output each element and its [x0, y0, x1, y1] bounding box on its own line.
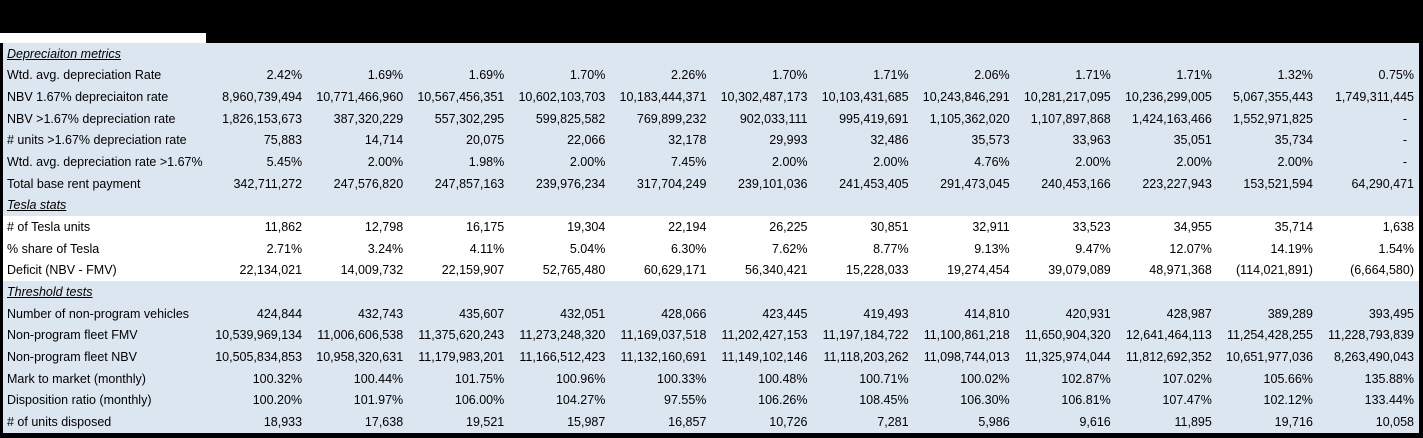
- row-label[interactable]: # of Tesla units: [7, 219, 91, 234]
- cell[interactable]: (114,021,891): [1235, 263, 1313, 278]
- cell[interactable]: 1.69%: [367, 68, 404, 83]
- cell[interactable]: 153,521,594: [1243, 176, 1313, 191]
- cell[interactable]: 133.44%: [1364, 393, 1414, 408]
- cell[interactable]: 33,523: [1072, 219, 1111, 234]
- cell[interactable]: 56,340,421: [744, 263, 808, 278]
- cell[interactable]: 12.07%: [1169, 241, 1212, 256]
- table-row: [3, 108, 1419, 130]
- cell[interactable]: 10,302,487,173: [720, 89, 808, 104]
- cell[interactable]: 106.00%: [454, 393, 505, 408]
- cell[interactable]: 100.32%: [252, 371, 303, 386]
- cell[interactable]: 100.02%: [960, 371, 1010, 386]
- cell[interactable]: 10,058: [1375, 414, 1414, 429]
- cell[interactable]: 11,006,606,538: [317, 328, 404, 343]
- cell[interactable]: 30,851: [870, 219, 909, 234]
- cell[interactable]: 20,075: [466, 133, 505, 148]
- cell[interactable]: 105.66%: [1263, 371, 1313, 386]
- cell[interactable]: [307, 281, 408, 303]
- table-row: [3, 65, 1419, 87]
- cell[interactable]: 423,445: [762, 306, 808, 321]
- table-row: [3, 216, 1419, 238]
- cell[interactable]: [1015, 281, 1116, 303]
- cell[interactable]: 1.70%: [772, 68, 808, 83]
- cell[interactable]: 7.62%: [772, 241, 808, 256]
- cell[interactable]: 239,101,036: [737, 176, 808, 191]
- cell[interactable]: 902,033,111: [739, 111, 808, 126]
- cell[interactable]: 2.00%: [1277, 154, 1313, 169]
- cell[interactable]: [610, 43, 711, 65]
- row-label[interactable]: Wtd. avg. depreciation Rate: [7, 68, 162, 83]
- cell[interactable]: [813, 43, 914, 65]
- cell[interactable]: [813, 281, 914, 303]
- table-row: [3, 368, 1419, 390]
- cell[interactable]: 424,844: [256, 306, 303, 321]
- cell[interactable]: 4.76%: [974, 154, 1010, 169]
- cell[interactable]: 75,883: [263, 133, 303, 148]
- cell[interactable]: [1116, 43, 1217, 65]
- cell[interactable]: 11,895: [1174, 414, 1212, 429]
- cell[interactable]: 2.00%: [569, 154, 606, 169]
- cell[interactable]: 11,202,427,153: [721, 328, 808, 343]
- cell[interactable]: 19,521: [466, 414, 505, 429]
- cell[interactable]: [509, 43, 610, 65]
- cell[interactable]: 35,573: [971, 133, 1010, 148]
- cell[interactable]: 102.87%: [1061, 371, 1111, 386]
- row-label[interactable]: NBV >1.67% depreciation rate: [7, 111, 176, 126]
- cell[interactable]: 1,552,971,825: [1232, 111, 1313, 126]
- cell[interactable]: [206, 43, 307, 65]
- cell[interactable]: 8.77%: [873, 241, 909, 256]
- cell[interactable]: 32,178: [668, 133, 707, 148]
- cell[interactable]: 11,273,248,320: [519, 328, 606, 343]
- cell[interactable]: 428,987: [1166, 306, 1212, 321]
- cell[interactable]: 1,107,897,868: [1030, 111, 1111, 126]
- row-label[interactable]: NBV 1.67% depreciaiton rate: [7, 89, 169, 104]
- cell[interactable]: 2.00%: [772, 154, 808, 169]
- cell[interactable]: 10,505,834,853: [215, 349, 303, 364]
- cell[interactable]: 291,473,045: [940, 176, 1010, 191]
- cell[interactable]: [1015, 43, 1116, 65]
- cell[interactable]: 389,289: [1267, 306, 1313, 321]
- cell[interactable]: [1318, 43, 1419, 65]
- cell[interactable]: [813, 195, 914, 217]
- table-row: [3, 411, 1419, 433]
- cell[interactable]: [914, 43, 1015, 65]
- cell[interactable]: 108.45%: [859, 393, 909, 408]
- cell[interactable]: 2.26%: [670, 68, 707, 83]
- row-label[interactable]: # of units disposed: [7, 414, 112, 429]
- cell[interactable]: 11,098,744,013: [923, 349, 1010, 364]
- cell[interactable]: 60,629,171: [643, 263, 707, 278]
- cell[interactable]: 1.54%: [1378, 241, 1414, 256]
- row-label[interactable]: Deficit (NBV - FMV): [7, 263, 117, 278]
- cell[interactable]: 2.00%: [367, 154, 404, 169]
- metrics-table: [0, 43, 1423, 438]
- cell[interactable]: 10,651,977,036: [1226, 349, 1313, 364]
- cell[interactable]: 15,987: [567, 414, 606, 429]
- cell[interactable]: 247,576,820: [333, 176, 404, 191]
- cell[interactable]: 12,641,464,113: [1125, 328, 1212, 343]
- cell[interactable]: [307, 195, 408, 217]
- cell[interactable]: [509, 281, 610, 303]
- table-row: [3, 260, 1419, 282]
- cell[interactable]: 100.44%: [353, 371, 404, 386]
- cell[interactable]: 240,453,166: [1041, 176, 1111, 191]
- cell[interactable]: 5.04%: [569, 241, 606, 256]
- cell[interactable]: 48,971,368: [1149, 263, 1212, 278]
- cell[interactable]: 393,495: [1368, 306, 1414, 321]
- cell[interactable]: 32,486: [870, 133, 909, 148]
- section-header-label[interactable]: Depreciaiton metrics: [7, 46, 121, 61]
- cell[interactable]: 5.45%: [266, 154, 303, 169]
- cell[interactable]: [408, 195, 509, 217]
- cell[interactable]: 97.55%: [664, 393, 707, 408]
- cell[interactable]: 241,453,405: [839, 176, 909, 191]
- section-header-label[interactable]: Tesla stats: [7, 198, 67, 213]
- cell[interactable]: 435,607: [459, 306, 505, 321]
- cell[interactable]: 100.96%: [555, 371, 606, 386]
- cell[interactable]: 10,243,846,291: [922, 89, 1010, 104]
- cell[interactable]: [711, 43, 812, 65]
- row-label[interactable]: Non-program fleet FMV: [7, 328, 138, 343]
- cell[interactable]: 14,009,732: [340, 263, 404, 278]
- section-header-row: [3, 281, 1419, 303]
- cell[interactable]: 10,281,217,095: [1023, 89, 1111, 104]
- cell[interactable]: 11,375,620,243: [418, 328, 505, 343]
- cell[interactable]: 420,931: [1065, 306, 1111, 321]
- cell[interactable]: 557,302,295: [434, 111, 505, 126]
- top-black-band-label-column: [0, 0, 206, 33]
- cell[interactable]: 11,169,037,518: [620, 328, 707, 343]
- cell[interactable]: [610, 281, 711, 303]
- cell[interactable]: 0.75%: [1378, 68, 1414, 83]
- cell[interactable]: 9,616: [1079, 414, 1111, 429]
- row-label[interactable]: Total base rent payment: [7, 176, 141, 191]
- cell[interactable]: 26,225: [769, 219, 808, 234]
- cell[interactable]: 106.81%: [1061, 393, 1111, 408]
- cell[interactable]: 10,103,431,685: [821, 89, 909, 104]
- cell[interactable]: 35,051: [1173, 133, 1212, 148]
- cell[interactable]: 106.26%: [758, 393, 808, 408]
- cell[interactable]: 22,066: [567, 133, 606, 148]
- cell[interactable]: 10,958,320,631: [316, 349, 404, 364]
- row-label[interactable]: # units >1.67% depreciation rate: [7, 133, 187, 148]
- cell[interactable]: 1.70%: [569, 68, 606, 83]
- cell[interactable]: 100.48%: [758, 371, 808, 386]
- cell[interactable]: [509, 195, 610, 217]
- cell[interactable]: 19,274,454: [947, 263, 1010, 278]
- cell[interactable]: 11,179,983,201: [418, 349, 505, 364]
- cell[interactable]: 8,263,490,043: [1334, 349, 1414, 364]
- cell[interactable]: 5,067,355,443: [1232, 89, 1313, 104]
- table-row: [3, 390, 1419, 412]
- cell[interactable]: [1318, 195, 1419, 217]
- cell[interactable]: [610, 195, 711, 217]
- section-header-label[interactable]: Threshold tests: [7, 284, 93, 299]
- cell[interactable]: [1015, 195, 1116, 217]
- cell[interactable]: 1.98%: [468, 154, 505, 169]
- cell[interactable]: 1.71%: [1176, 68, 1212, 83]
- table-row: [3, 303, 1419, 325]
- cell[interactable]: 1.32%: [1277, 68, 1313, 83]
- cell[interactable]: 769,899,232: [636, 111, 707, 126]
- row-label[interactable]: Non-program fleet NBV: [7, 349, 137, 364]
- cell[interactable]: [1217, 281, 1318, 303]
- cell[interactable]: [408, 281, 509, 303]
- cell[interactable]: 239,976,234: [535, 176, 606, 191]
- cell[interactable]: 29,993: [769, 133, 808, 148]
- cell[interactable]: 2.00%: [1176, 154, 1212, 169]
- cell[interactable]: 414,810: [964, 306, 1010, 321]
- cell[interactable]: 19,304: [567, 219, 606, 234]
- cell[interactable]: 1.71%: [873, 68, 909, 83]
- cell[interactable]: 1.71%: [1075, 68, 1111, 83]
- top-black-band-data-columns: [206, 0, 1423, 43]
- row-label[interactable]: Number of non-program vehicles: [7, 306, 190, 321]
- cell[interactable]: 135.88%: [1364, 371, 1414, 386]
- cell[interactable]: 16,175: [466, 219, 505, 234]
- cell[interactable]: 428,066: [661, 306, 707, 321]
- cell[interactable]: 101.75%: [454, 371, 505, 386]
- cell[interactable]: 11,650,904,320: [1024, 328, 1111, 343]
- cell[interactable]: 1.69%: [468, 68, 505, 83]
- cell[interactable]: [206, 281, 307, 303]
- cell[interactable]: 317,704,249: [636, 176, 707, 191]
- cell[interactable]: 10,726: [769, 414, 808, 429]
- cell[interactable]: [1116, 195, 1217, 217]
- table-row: [3, 130, 1419, 152]
- cell[interactable]: 387,320,229: [333, 111, 404, 126]
- cell[interactable]: 22,159,907: [441, 263, 505, 278]
- cell[interactable]: 11,197,184,722: [822, 328, 909, 343]
- cell[interactable]: 5,986: [978, 414, 1010, 429]
- cell[interactable]: 11,132,160,691: [620, 349, 707, 364]
- cell[interactable]: [914, 281, 1015, 303]
- cell[interactable]: 102.12%: [1263, 393, 1313, 408]
- cell[interactable]: 35,714: [1274, 219, 1313, 234]
- cell[interactable]: 247,857,163: [434, 176, 505, 191]
- cell[interactable]: 10,183,444,371: [619, 89, 707, 104]
- cell[interactable]: 432,743: [357, 306, 404, 321]
- cell[interactable]: 18,933: [263, 414, 303, 429]
- table-row: [3, 151, 1419, 173]
- cell[interactable]: -: [1402, 154, 1407, 169]
- cell[interactable]: 107.02%: [1162, 371, 1212, 386]
- cell[interactable]: 11,228,793,839: [1328, 328, 1414, 343]
- cell[interactable]: 3.24%: [367, 241, 404, 256]
- cell[interactable]: 10,236,299,005: [1124, 89, 1212, 104]
- cell[interactable]: 432,051: [560, 306, 606, 321]
- cell[interactable]: 9.47%: [1075, 241, 1111, 256]
- cell[interactable]: [307, 43, 408, 65]
- cell[interactable]: 2.00%: [873, 154, 909, 169]
- table-row: [3, 346, 1419, 368]
- cell[interactable]: (6,664,580): [1350, 263, 1414, 278]
- cell[interactable]: 1,424,163,466: [1131, 111, 1212, 126]
- cell[interactable]: 11,118,203,262: [823, 349, 909, 364]
- cell[interactable]: 419,493: [863, 306, 909, 321]
- cell[interactable]: 1,749,311,445: [1334, 89, 1414, 104]
- cell[interactable]: 2.06%: [974, 68, 1010, 83]
- cell[interactable]: 10,567,456,351: [417, 89, 505, 104]
- cell[interactable]: 10,602,103,703: [518, 89, 606, 104]
- cell[interactable]: [914, 195, 1015, 217]
- cell[interactable]: 14.19%: [1270, 241, 1313, 256]
- cell[interactable]: 32,911: [972, 219, 1010, 234]
- cell[interactable]: 1,105,362,020: [929, 111, 1010, 126]
- cell[interactable]: 11,812,692,352: [1125, 349, 1212, 364]
- cell[interactable]: 17,638: [364, 414, 404, 429]
- cell[interactable]: 100.20%: [252, 393, 303, 408]
- cell[interactable]: [711, 195, 812, 217]
- cell[interactable]: 15,228,033: [846, 263, 909, 278]
- cell[interactable]: 11,149,102,146: [721, 349, 808, 364]
- cell[interactable]: 599,825,582: [535, 111, 606, 126]
- cell[interactable]: 7.45%: [670, 154, 707, 169]
- cell[interactable]: 16,857: [668, 414, 707, 429]
- cell[interactable]: 2.71%: [266, 241, 303, 256]
- row-label[interactable]: Mark to market (monthly): [7, 371, 146, 386]
- cell[interactable]: 223,227,943: [1142, 176, 1212, 191]
- cell[interactable]: 12,798: [364, 219, 404, 234]
- cell[interactable]: 106.30%: [960, 393, 1010, 408]
- cell[interactable]: [206, 195, 307, 217]
- cell[interactable]: 11,862: [264, 219, 303, 234]
- cell[interactable]: 100.33%: [657, 371, 707, 386]
- cell[interactable]: 10,539,969,134: [215, 328, 303, 343]
- row-label[interactable]: % share of Tesla: [7, 241, 100, 256]
- cell[interactable]: 2.00%: [1075, 154, 1111, 169]
- cell[interactable]: 2.42%: [266, 68, 303, 83]
- cell[interactable]: -: [1402, 133, 1407, 148]
- cell[interactable]: 11,166,512,423: [519, 349, 606, 364]
- cell[interactable]: 34,955: [1173, 219, 1212, 234]
- cell[interactable]: 64,290,471: [1351, 176, 1414, 191]
- cell[interactable]: 22,134,021: [239, 263, 303, 278]
- cell[interactable]: 33,963: [1072, 133, 1111, 148]
- cell[interactable]: 100.71%: [859, 371, 909, 386]
- cell[interactable]: 8,960,739,494: [222, 89, 303, 104]
- cell[interactable]: 342,711,272: [233, 176, 303, 191]
- cell[interactable]: [408, 43, 509, 65]
- cell[interactable]: 10,771,466,960: [316, 89, 404, 104]
- cell[interactable]: 101.97%: [353, 393, 404, 408]
- cell[interactable]: 6.30%: [670, 241, 707, 256]
- table-row: [3, 325, 1419, 347]
- row-label[interactable]: Disposition ratio (monthly): [7, 393, 152, 408]
- cell[interactable]: 52,765,480: [542, 263, 606, 278]
- cell[interactable]: 14,714: [364, 133, 404, 148]
- cell[interactable]: 4.11%: [469, 241, 505, 256]
- cell[interactable]: -: [1402, 111, 1407, 126]
- cell[interactable]: [711, 281, 812, 303]
- cell[interactable]: 19,716: [1274, 414, 1313, 429]
- cell[interactable]: [1318, 281, 1419, 303]
- cell[interactable]: 104.27%: [555, 393, 606, 408]
- cell[interactable]: 9.13%: [974, 241, 1010, 256]
- cell[interactable]: [1217, 43, 1318, 65]
- table-row: [3, 173, 1419, 195]
- cell[interactable]: 11,325,974,044: [1024, 349, 1111, 364]
- table-row: [3, 86, 1419, 108]
- cell[interactable]: 1,638: [1382, 219, 1414, 234]
- row-label[interactable]: Wtd. avg. depreciation rate >1.67%: [7, 154, 203, 169]
- section-header-row: [3, 195, 1419, 217]
- cell[interactable]: 39,079,089: [1048, 263, 1111, 278]
- cell[interactable]: 995,419,691: [839, 111, 909, 126]
- cell[interactable]: 35,734: [1274, 133, 1313, 148]
- cell[interactable]: [1217, 195, 1318, 217]
- cell[interactable]: 11,254,428,255: [1226, 328, 1313, 343]
- table-row: [3, 238, 1419, 260]
- cell[interactable]: 7,281: [877, 414, 909, 429]
- section-header-row: [3, 43, 1419, 65]
- cell[interactable]: 22,194: [668, 219, 707, 234]
- cell[interactable]: 11,100,861,218: [923, 328, 1010, 343]
- cell[interactable]: 1,826,153,673: [222, 111, 303, 126]
- cell[interactable]: [1116, 281, 1217, 303]
- cell[interactable]: 107.47%: [1162, 393, 1212, 408]
